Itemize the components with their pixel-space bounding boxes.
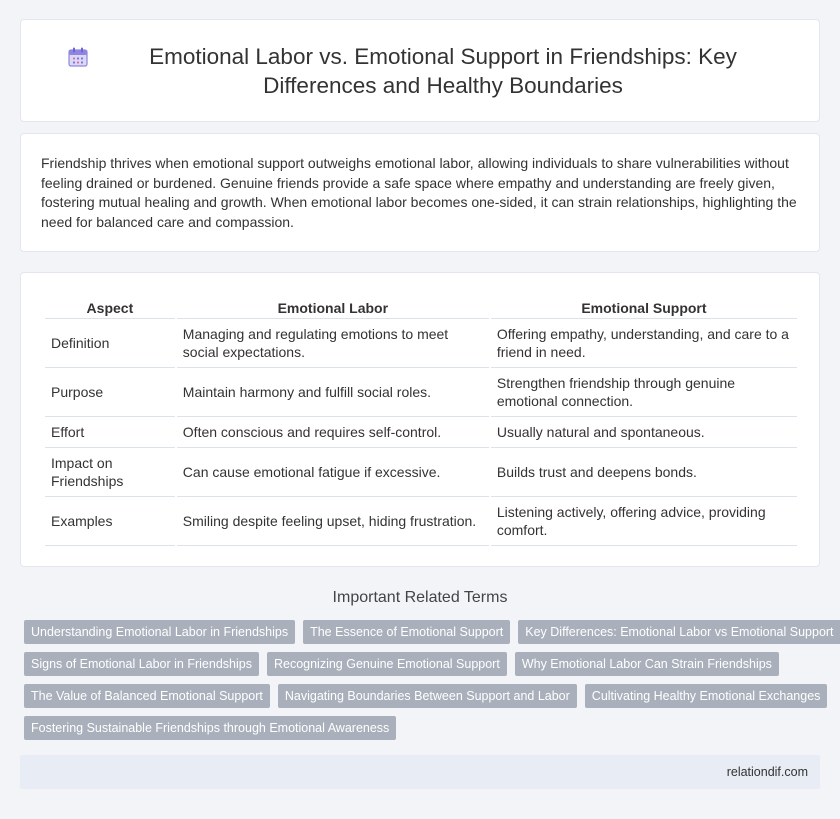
table-cell-aspect: Impact on Friendships (45, 448, 175, 497)
table-cell-labor: Often conscious and requires self-control. (177, 417, 489, 448)
intro-card (20, 133, 820, 252)
table-header-row (45, 295, 797, 319)
table-cell-support: Offering empathy, understanding, and care to a friend in need. (491, 319, 797, 368)
related-term-tag[interactable]: Fostering Sustainable Friendships through Emotional Awareness (24, 716, 396, 740)
table-row (45, 319, 797, 368)
related-term-tag[interactable]: The Essence of Emotional Support (303, 620, 510, 644)
header-emotional-support: Emotional Support (491, 295, 797, 319)
header-emotional-labor: Emotional Labor (177, 295, 489, 319)
table-cell-support: Builds trust and deepens bonds. (491, 448, 797, 497)
page-title: Emotional Labor vs. Emotional Support in Friendships: Key Differences and Healthy Boundaries (149, 43, 737, 98)
related-terms-list (24, 620, 834, 748)
related-term-tag[interactable]: Navigating Boundaries Between Support and Labor (278, 684, 577, 708)
table-cell-support: Usually natural and spontaneous. (491, 417, 797, 448)
related-term-tag[interactable]: Signs of Emotional Labor in Friendships (24, 652, 259, 676)
header-card (20, 19, 820, 122)
table-cell-labor: Can cause emotional fatigue if excessive. (177, 448, 489, 497)
tag-row (24, 652, 824, 676)
header-aspect: Aspect (45, 295, 175, 319)
table-cell-support: Listening actively, offering advice, providing comfort. (491, 497, 797, 546)
table-cell-support: Strengthen friendship through genuine emotional connection. (491, 368, 797, 417)
table-row (45, 368, 797, 417)
table-row (45, 497, 797, 546)
footer-site-link[interactable]: relationdif.com (726, 765, 808, 779)
title-wrap (40, 42, 800, 100)
tag-row (24, 620, 834, 644)
intro-text: Friendship thrives when emotional support outweighs emotional labor, allowing individuals to share vulnerabilities without feeling drained or burdened. Genuine friends provide a safe space where empathy and understanding are freely given, fostering mutual healing and growth. When emotional labor becomes one-sided, it can strain relationships, highlighting the need for balanced care and compassion. (41, 155, 797, 230)
footer (20, 755, 820, 789)
related-term-tag[interactable]: Cultivating Healthy Emotional Exchanges (585, 684, 828, 708)
table-cell-labor: Managing and regulating emotions to meet social expectations. (177, 319, 489, 368)
table-cell-labor: Smiling despite feeling upset, hiding frustration. (177, 497, 489, 546)
table-row (45, 448, 797, 497)
tag-row (24, 716, 824, 740)
related-terms-title: Important Related Terms (332, 589, 508, 606)
comparison-table (43, 295, 799, 546)
related-term-tag[interactable]: Why Emotional Labor Can Strain Friendships (515, 652, 779, 676)
table-cell-aspect: Definition (45, 319, 175, 368)
table-cell-aspect: Effort (45, 417, 175, 448)
tag-row (24, 684, 824, 708)
related-term-tag[interactable]: Key Differences: Emotional Labor vs Emotional Support (518, 620, 840, 644)
related-term-tag[interactable]: Understanding Emotional Labor in Friendships (24, 620, 295, 644)
related-term-tag[interactable]: The Value of Balanced Emotional Support (24, 684, 270, 708)
table-cell-labor: Maintain harmony and fulfill social roles. (177, 368, 489, 417)
table-row (45, 417, 797, 448)
related-term-tag[interactable]: Recognizing Genuine Emotional Support (267, 652, 507, 676)
comparison-table-card (20, 272, 820, 567)
calendar-icon (67, 46, 89, 68)
table-cell-aspect: Purpose (45, 368, 175, 417)
table-cell-aspect: Examples (45, 497, 175, 546)
